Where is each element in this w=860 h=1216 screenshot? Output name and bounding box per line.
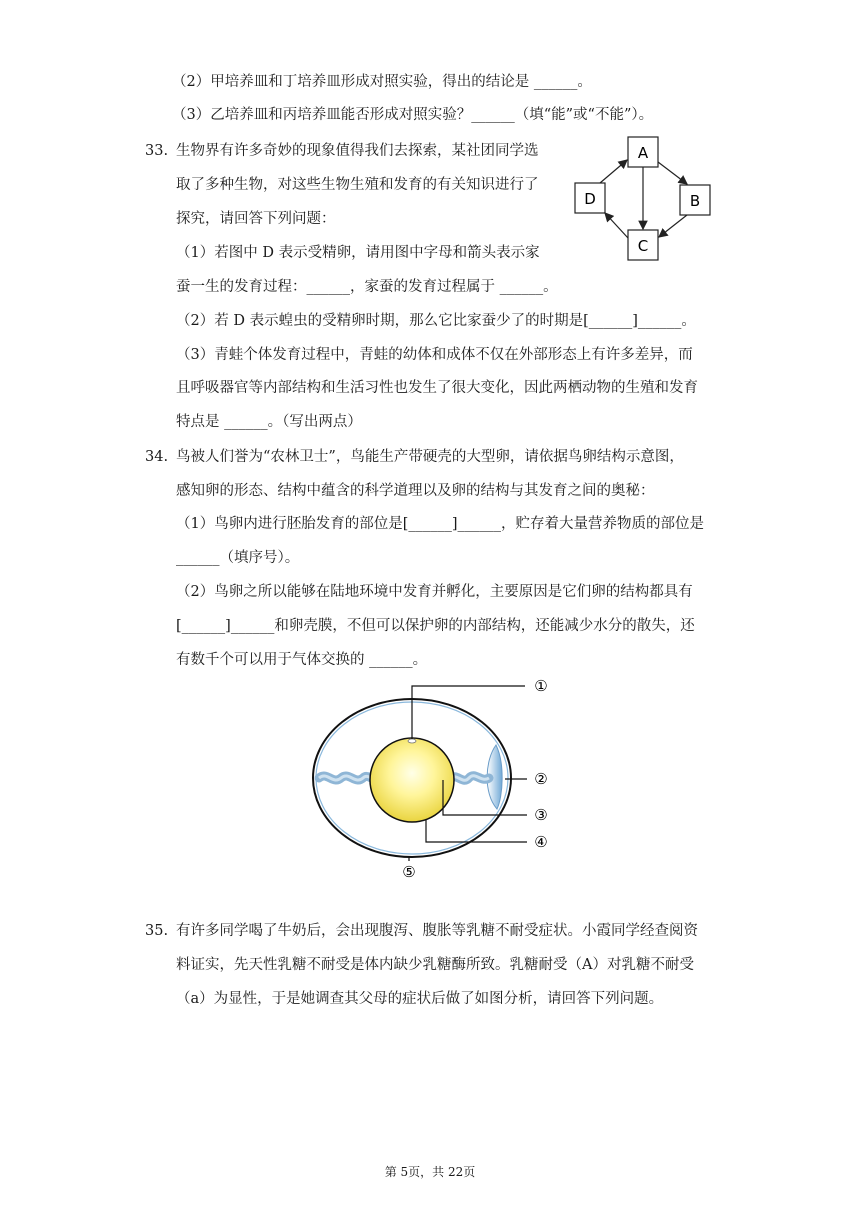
arrow-c-d xyxy=(605,213,628,238)
q33-intro-line: 取了多种生物，对这些生物生殖和发育的有关知识进行了 xyxy=(176,177,539,193)
q35-line: 有许多同学喝了牛奶后，会出现腹泻、腹胀等乳糖不耐受症状。小霞同学经查阅资 xyxy=(176,923,698,939)
germinal-disc xyxy=(408,739,416,743)
q34-sub1-line: ______（填序号）。 xyxy=(176,550,300,566)
q34-intro-line: 感知卵的形态、结构中蕴含的科学道理以及卵的结构与其发育之间的奥秘： xyxy=(176,483,655,499)
page-footer: 第 5页，共 22页 xyxy=(384,1165,476,1179)
egg-label-2: ② xyxy=(534,770,548,788)
yolk xyxy=(370,738,454,822)
egg-label-5: ⑤ xyxy=(402,863,416,881)
arrow-d-a xyxy=(600,160,627,183)
life-cycle-diagram xyxy=(570,135,720,265)
q33-sub1-line: 蚕一生的发育过程：______，家蚕的发育过程属于 ______。 xyxy=(176,279,558,295)
egg-structure-diagram xyxy=(305,675,565,885)
q33-intro-line: 生物界有许多奇妙的现象值得我们去探索，某社团同学选 xyxy=(176,143,539,159)
label-a: A xyxy=(637,144,649,162)
label-c: C xyxy=(637,237,649,255)
q33-sub3-line: 且呼吸器官等内部结构和生活习性也发生了很大变化，因此两栖动物的生殖和发育 xyxy=(176,380,698,396)
q32-sub3: （3）乙培养皿和丙培养皿能否形成对照实验？______（填“能”或“不能”）。 xyxy=(172,107,654,123)
q35-number: 35. xyxy=(145,923,169,939)
egg-label-1: ① xyxy=(534,677,548,695)
q35-line: 料证实，先天性乳糖不耐受是体内缺少乳糖酶所致。乳糖耐受（A）对乳糖不耐受 xyxy=(176,957,694,973)
q33-number: 33. xyxy=(145,143,169,159)
q33-sub1-line: （1）若图中 D 表示受精卵，请用图中字母和箭头表示家 xyxy=(176,245,540,261)
q33-sub2: （2）若 D 表示蝗虫的受精卵时期，那么它比家蚕少了的时期是[______]______。 xyxy=(176,313,696,329)
q34-sub2-line: （2）鸟卵之所以能够在陆地环境中发育并孵化，主要原因是它们卵的结构都具有 xyxy=(176,584,693,600)
q34-number: 34. xyxy=(145,449,169,465)
arrow-b-c xyxy=(659,215,687,237)
egg-label-3: ③ xyxy=(534,806,548,824)
q34-intro-line: 鸟被人们誉为“农林卫士”，鸟能生产带硬壳的大型卵，请依据鸟卵结构示意图， xyxy=(176,449,684,465)
q34-sub1-line: （1）鸟卵内进行胚胎发育的部位是[______]______，贮存着大量营养物质的部位是 xyxy=(176,516,705,532)
label-b: B xyxy=(689,192,701,210)
egg-label-4: ④ xyxy=(534,833,548,851)
arrow-a-b xyxy=(658,162,687,184)
q33-sub3-line: 特点是 ______。（写出两点） xyxy=(176,414,362,430)
q33-intro-line: 探究，请回答下列问题： xyxy=(176,211,336,227)
q34-sub2-line: 有数千个可以用于气体交换的 ______。 xyxy=(176,652,428,668)
q35-line: （a）为显性，于是她调查其父母的症状后做了如图分析，请回答下列问题。 xyxy=(176,991,664,1007)
q33-sub3-line: （3）青蛙个体发育过程中，青蛙的幼体和成体不仅在外部形态上有许多差异，而 xyxy=(176,347,693,363)
label-d: D xyxy=(584,190,596,208)
q34-sub2-line: [______]______和卵壳膜，不但可以保护卵的内部结构，还能减少水分的散失，还 xyxy=(176,618,695,634)
q32-sub2: （2）甲培养皿和丁培养皿形成对照实验，得出的结论是 ______。 xyxy=(172,74,592,90)
